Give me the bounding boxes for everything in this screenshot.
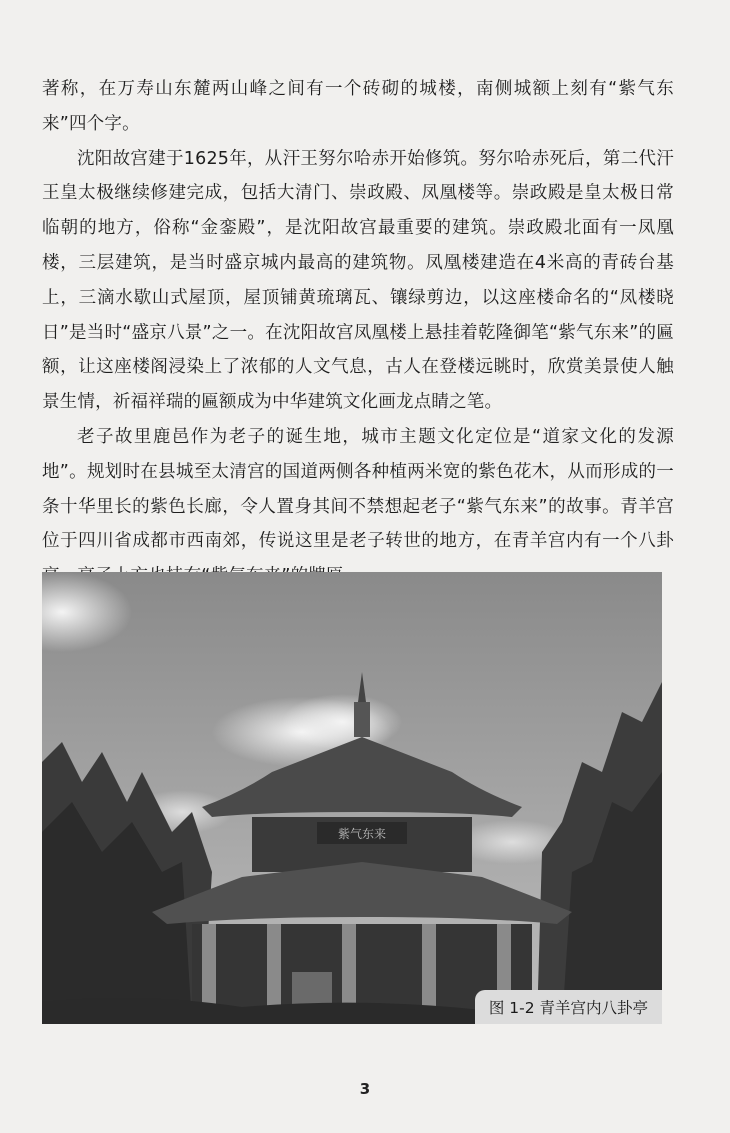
pavilion-plaque: 紫气东来 (337, 827, 387, 841)
page-body (42, 72, 674, 594)
figure-bagua-pavilion (42, 572, 662, 1024)
paragraph-shenyang-palace: 沈阳故宫建于1625年，从汗王努尔哈赤开始修筑。努尔哈赤死后，第二代汗王皇太极继续修建完成，包括大清门、崇政殿、凤凰楼等。崇政殿是皇太极日常临朝的地方，俗称“金銮殿”，是沈阳故宫最重要的建筑。崇政殿北面有一凤凰楼，三层建筑，是当时盛京城内最高的建筑物。凤凰楼建造在4米高的青砖台基上，三滴水歇山式屋顶，屋顶铺黄琉璃瓦、镶绿剪边，以这座楼命名的“凤楼晓日”是当时“盛京八景”之一。在沈阳故宫凤凰楼上悬挂着乾隆御笔“紫气东来”的匾额，让这座楼阁浸染上了浓郁的人文气息，古人在登楼远眺时，欣赏美景使人触景生情，祈福祥瑞的匾额成为中华建筑文化画龙点睛之笔。 (42, 148, 674, 413)
paragraph-continuation: 著称，在万寿山东麓两山峰之间有一个砖砌的城楼，南侧城额上刻有“紫气东来”四个字。 (42, 79, 674, 134)
figure-caption: 图 1-2 青羊宫内八卦亭 (475, 990, 662, 1024)
pavilion-photo (42, 572, 662, 1024)
page-number: 3 (359, 1080, 371, 1098)
paragraph-luyi-qingyang: 老子故里鹿邑作为老子的诞生地，城市主题文化定位是“道家文化的发源地”。规划时在县城至太清宫的国道两侧各种植两米宽的紫色花木，从而形成的一条十华里长的紫色长廊，令人置身其间不禁想起老子“紫气东来”的故事。青羊宫位于四川省成都市西南郊，传说这里是老子转世的地方，在青羊宫内有一个八卦 (42, 426, 674, 552)
